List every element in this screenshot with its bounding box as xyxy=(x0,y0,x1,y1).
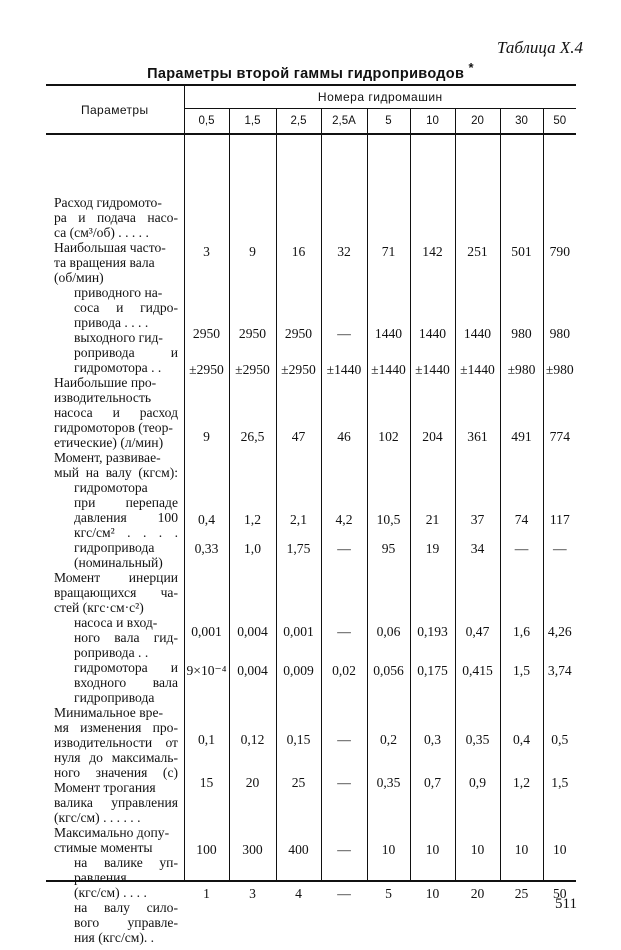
table-cell: ±2950 xyxy=(189,362,224,377)
table-cell: 34 xyxy=(470,541,485,556)
param-line: стимые моменты xyxy=(54,840,153,855)
table-cell: 774 xyxy=(549,429,570,444)
table-cell: — xyxy=(337,732,351,747)
table-cell: 19 xyxy=(425,541,440,556)
table-cell: 3 xyxy=(203,244,210,259)
table-cell: 1,6 xyxy=(513,624,530,639)
table-cell: ±1440 xyxy=(415,362,450,377)
table-cell: 10 xyxy=(425,842,440,857)
table-cell: ±1440 xyxy=(326,362,362,377)
table-cell: 0,35 xyxy=(376,775,401,790)
table-cell: 1 xyxy=(203,886,210,901)
table-cell: 251 xyxy=(467,244,488,259)
table-cell: 0,415 xyxy=(462,663,493,678)
table-cell: 980 xyxy=(549,326,570,341)
table-cell: 4,2 xyxy=(335,512,353,527)
param-column-header: Параметры xyxy=(46,85,184,134)
table-cell: 1440 xyxy=(463,326,492,341)
param-line: вого управле- xyxy=(74,915,178,930)
param-line: изводительность xyxy=(54,390,152,405)
table-cell: 0,02 xyxy=(332,663,356,678)
values-column xyxy=(321,134,367,901)
param-line: Максимально допу- xyxy=(54,825,170,840)
param-line: стей (кгс·см·с²) xyxy=(54,600,144,615)
table-cell: 117 xyxy=(549,512,570,527)
param-line: Наибольшие про- xyxy=(54,375,157,390)
table-cell: 0,001 xyxy=(191,624,222,639)
param-line: нуля до максималь- xyxy=(54,750,178,765)
param-line: ния (кгс/см). . xyxy=(74,930,155,945)
param-line: (номинальный) xyxy=(74,555,163,570)
table-cell: 501 xyxy=(511,244,532,259)
param-line: входного вала xyxy=(74,675,178,690)
group-header: Номера гидромашин xyxy=(184,85,576,109)
table-cell: 26,5 xyxy=(240,429,265,444)
param-line: (об/мин) xyxy=(54,270,104,285)
table-cell: 0,06 xyxy=(376,624,401,639)
table-cell: 2950 xyxy=(238,326,267,341)
column-header: 2,5 xyxy=(276,109,321,135)
table-cell: — xyxy=(514,541,529,556)
table-cell: 0,3 xyxy=(424,732,441,747)
param-line: кгс/см² . . . . xyxy=(74,525,178,540)
table-cell: 0,4 xyxy=(198,512,215,527)
table-cell: 2,1 xyxy=(290,512,307,527)
table-cell: 25 xyxy=(291,775,306,790)
table-cell: 9 xyxy=(249,244,256,259)
param-line: Минимальное вре- xyxy=(54,705,164,720)
column-header: 50 xyxy=(543,109,576,135)
values-column xyxy=(229,134,276,901)
table-cell: 10 xyxy=(381,842,396,857)
param-line: ра и подача насо- xyxy=(54,210,178,225)
table-cell: — xyxy=(553,541,567,556)
param-line: давления 100 xyxy=(74,510,178,525)
table-cell: 10 xyxy=(514,842,529,857)
table-cell: 0,175 xyxy=(417,663,448,678)
table-cell: 0,33 xyxy=(194,541,219,556)
parameters-column xyxy=(46,134,184,945)
param-line: при перепаде xyxy=(74,495,178,510)
table-cell: — xyxy=(337,541,351,556)
param-line: етические) (л/мин) xyxy=(54,435,164,450)
table-cell: 1440 xyxy=(374,326,403,341)
table-cell: 0,009 xyxy=(283,663,314,678)
table-cell: ±1440 xyxy=(371,362,406,377)
param-line: выходного гид- xyxy=(74,330,163,345)
param-line: изводительности от xyxy=(54,735,178,750)
param-line: гидромотора . . xyxy=(74,360,162,375)
table-cell: 32 xyxy=(337,244,351,259)
page-number: 511 xyxy=(555,896,577,912)
table-cell: 9 xyxy=(203,429,210,444)
column-header: 30 xyxy=(500,109,543,135)
param-line: равления xyxy=(74,870,127,885)
table-cell: 142 xyxy=(422,244,443,259)
table-cell: 361 xyxy=(467,429,488,444)
table-cell: 980 xyxy=(511,326,532,341)
table-cell: 1,2 xyxy=(244,512,261,527)
param-line: ного значения (с) xyxy=(54,765,178,780)
table-cell: 95 xyxy=(381,541,396,556)
table-cell: 204 xyxy=(422,429,443,444)
table-cell: — xyxy=(337,326,351,341)
param-line: Расход гидромото- xyxy=(54,195,162,210)
table-cell: 0,004 xyxy=(237,624,268,639)
table-title xyxy=(0,60,621,82)
param-line: привода . . . . xyxy=(74,315,149,330)
param-line: гидромоторов (теор- xyxy=(54,420,173,435)
param-line: на валу сило- xyxy=(74,900,178,915)
values-column xyxy=(184,134,229,901)
table-cell: 1,5 xyxy=(551,775,569,790)
param-line: гидропривода xyxy=(74,540,155,555)
footnote-mark: * xyxy=(468,60,474,75)
param-line: ного вала гид- xyxy=(74,630,178,645)
table-cell: 0,35 xyxy=(465,732,490,747)
param-line: (кгс/см) . . . . . . xyxy=(54,810,141,825)
column-header: 2,5А xyxy=(321,109,367,135)
values-column xyxy=(410,134,455,901)
param-line: мя изменения про- xyxy=(54,720,178,735)
table-cell: ±2950 xyxy=(281,362,316,377)
table-cell: 37 xyxy=(470,512,485,527)
values-column xyxy=(276,134,321,901)
table-cell: 50 xyxy=(553,886,567,901)
column-header: 0,5 xyxy=(184,109,229,135)
table-cell: 2950 xyxy=(192,326,221,341)
table-cell: 0,2 xyxy=(380,732,397,747)
table-cell: 3 xyxy=(249,886,256,901)
table-cell: 46 xyxy=(337,429,351,444)
param-line: гидропривода xyxy=(74,690,155,705)
param-line: Момент, развивае- xyxy=(54,450,161,465)
table-cell: ±2950 xyxy=(235,362,270,377)
table-cell: 0,9 xyxy=(469,775,486,790)
table-cell: 1,75 xyxy=(286,541,311,556)
param-line: ропривода и xyxy=(74,345,178,360)
table-cell: 21 xyxy=(425,512,440,527)
table-cell: — xyxy=(337,624,351,639)
table-cell: 0,47 xyxy=(465,624,490,639)
param-line: вращающихся ча- xyxy=(54,585,178,600)
param-line: (кгс/см) . . . . xyxy=(74,885,147,900)
table-cell: 0,12 xyxy=(240,732,265,747)
table-cell: 20 xyxy=(245,775,260,790)
title-text: Параметры второй гаммы гидроприводов xyxy=(147,65,465,82)
param-line: насоса и расход xyxy=(54,405,178,420)
table-cell: 4,26 xyxy=(547,624,572,639)
param-line: Наибольшая часто- xyxy=(54,240,166,255)
table-cell: 74 xyxy=(514,512,529,527)
param-line: та вращения вала xyxy=(54,255,155,270)
table-cell: ±980 xyxy=(507,362,536,377)
table-cell: 10 xyxy=(425,886,440,901)
column-header: 20 xyxy=(455,109,500,135)
table-cell: 9×10⁻⁴ xyxy=(186,663,227,678)
table-cell: 0,7 xyxy=(424,775,441,790)
parameters-table xyxy=(46,84,576,945)
table-cell: 1,5 xyxy=(513,663,530,678)
table-cell: 3,74 xyxy=(547,663,572,678)
table-cell: 5 xyxy=(385,886,392,901)
table-cell: 0,004 xyxy=(237,663,268,678)
table-cell: 102 xyxy=(378,429,399,444)
values-column xyxy=(543,134,576,901)
param-line: Момент инерции xyxy=(54,570,178,585)
table-cell: 10,5 xyxy=(376,512,401,527)
table-cell: 0,001 xyxy=(283,624,314,639)
table-cell: 0,4 xyxy=(513,732,530,747)
table-cell: 20 xyxy=(470,886,485,901)
values-column xyxy=(367,134,410,901)
table-cell: 790 xyxy=(549,244,570,259)
values-column xyxy=(500,134,543,901)
column-header: 5 xyxy=(367,109,410,135)
table-cell: 10 xyxy=(470,842,485,857)
param-line: гидромотора xyxy=(74,480,148,495)
column-header: 10 xyxy=(410,109,455,135)
values-column xyxy=(455,134,500,901)
param-line: насоса и вход- xyxy=(74,615,158,630)
table-cell: 491 xyxy=(511,429,532,444)
param-line: мый на валу (кгсм): xyxy=(54,465,178,480)
table-cell: 1,2 xyxy=(513,775,530,790)
column-header: 1,5 xyxy=(229,109,276,135)
table-cell: 47 xyxy=(291,429,306,444)
param-line: на валике уп- xyxy=(74,855,178,870)
table-cell: 4 xyxy=(295,886,302,901)
table-cell: 25 xyxy=(514,886,529,901)
param-line: валика управления xyxy=(54,795,178,810)
param-line: соса и гидро- xyxy=(74,300,178,315)
table-cell: 300 xyxy=(242,842,263,857)
table-cell: 0,1 xyxy=(198,732,215,747)
table-cell: — xyxy=(337,886,351,901)
param-line: приводного на- xyxy=(74,285,163,300)
param-line: ропривода . . xyxy=(74,645,149,660)
table-cell: 0,5 xyxy=(551,732,569,747)
table-cell: ±1440 xyxy=(460,362,495,377)
table-cell: 71 xyxy=(381,244,396,259)
table-cell: 16 xyxy=(291,244,306,259)
table-cell: 0,056 xyxy=(373,663,404,678)
table-cell: 15 xyxy=(199,775,214,790)
table-caption: Таблица X.4 xyxy=(497,38,583,57)
table-cell: 400 xyxy=(288,842,309,857)
table-cell: ±980 xyxy=(545,362,574,377)
param-line: са (см³/об) . . . . . xyxy=(54,225,149,240)
table-cell: 10 xyxy=(553,842,567,857)
param-line: гидромотора и xyxy=(74,660,178,675)
table-cell: 100 xyxy=(196,842,217,857)
param-line: Момент трогания xyxy=(54,780,156,795)
table-cell: 1440 xyxy=(418,326,447,341)
table-cell: 0,193 xyxy=(417,624,448,639)
table-cell: — xyxy=(337,775,351,790)
table-cell: 1,0 xyxy=(244,541,261,556)
table-cell: 0,15 xyxy=(286,732,311,747)
table-cell: — xyxy=(337,842,351,857)
table-cell: 2950 xyxy=(284,326,313,341)
